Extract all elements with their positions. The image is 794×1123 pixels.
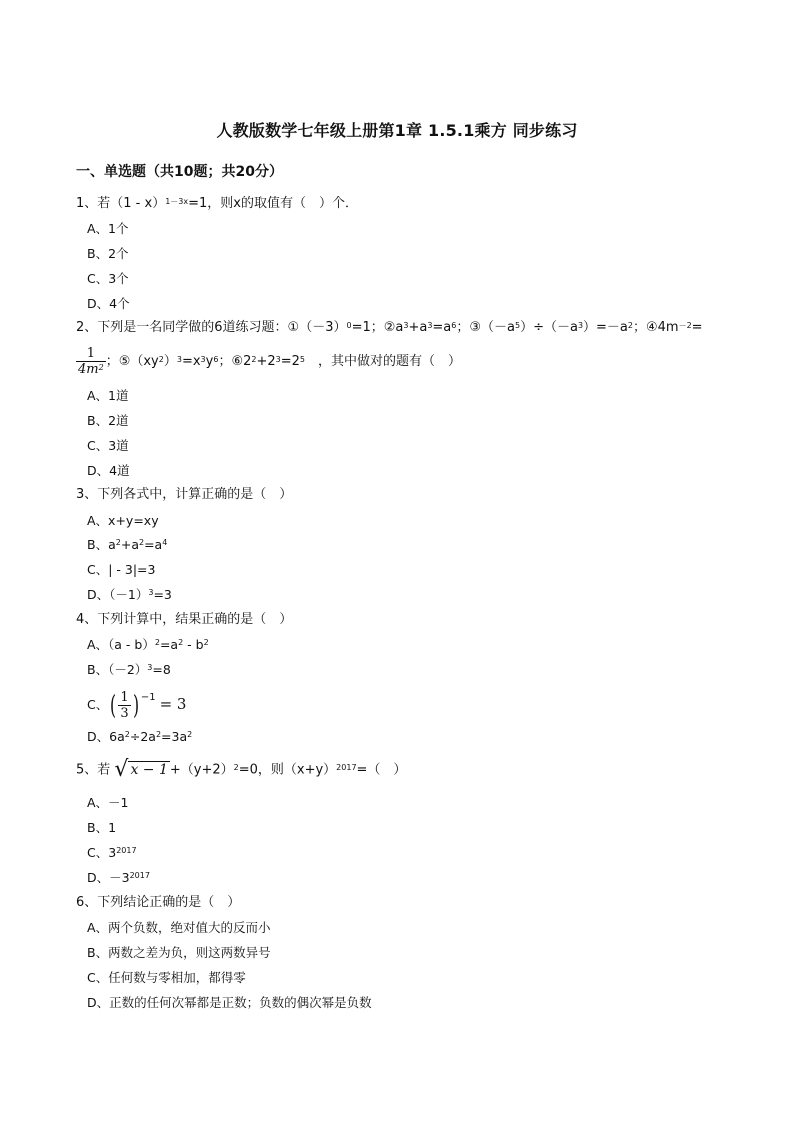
q5-c-sup: 2017 — [116, 846, 137, 855]
question-1-option-c: C、3个 — [87, 271, 129, 286]
q2-l2-text-b: ） — [163, 354, 177, 369]
q4-a-sup1: 2 — [154, 638, 160, 647]
q2-l2-text-a: ；⑤（xy — [105, 354, 159, 369]
q2-text-i: = — [691, 320, 703, 335]
q3-b-pre: B、a — [87, 537, 116, 552]
question-5-option-d — [87, 869, 150, 887]
q2-fraction-den-sup: 2 — [98, 363, 104, 372]
q5-radicand: x − 1 — [130, 762, 168, 778]
question-2-option-a: A、1道 — [87, 388, 129, 403]
q5-d-sup: 2017 — [129, 871, 150, 880]
question-5-option-b: B、1 — [87, 820, 117, 835]
question-2-option-c: C、3道 — [87, 438, 129, 453]
q5-post-sup: 2017 — [336, 763, 357, 772]
question-2-option-d: D、4道 — [87, 463, 130, 478]
q3-b-post: =a — [144, 537, 163, 552]
question-1-prefix: 1、若（1 - x） — [76, 196, 166, 211]
question-4-option-c — [87, 686, 186, 722]
q2-l2-sup-f: 3 — [275, 355, 281, 364]
question-1-option-b: B、2个 — [87, 246, 129, 261]
question-3-option-b — [87, 536, 167, 554]
question-5 — [76, 756, 406, 784]
q2-sup-a: 0 — [346, 321, 352, 330]
question-6-option-d: D、正数的任何次幂都是正数；负数的偶次幂是负数 — [87, 995, 372, 1010]
document-title: 人教版数学七年级上册第1章 1.5.1乘方 同步练习 — [216, 121, 578, 140]
q3-d-pre: D、（－1） — [87, 587, 149, 602]
q5-end: =（ ） — [356, 762, 407, 778]
question-3-option-a: A、x+y=xy — [87, 513, 159, 528]
section-title: 一、单选题（共10题；共20分） — [76, 164, 283, 180]
q3-d-sup: 3 — [148, 588, 154, 597]
q4-d-sup1: 2 — [124, 730, 130, 739]
q4-b-post: =8 — [152, 662, 171, 677]
q4-c-exponent: −1 — [140, 692, 156, 703]
question-1-option-d: D、4个 — [87, 296, 130, 311]
question-4-option-a — [87, 636, 209, 654]
q4-c-label: C、 — [87, 697, 109, 712]
q4-a-sup3: 2 — [203, 638, 209, 647]
q3-b-sup1: 2 — [115, 538, 121, 547]
q2-l2-text-c: =x — [181, 354, 201, 369]
q2-text-a: 2、下列是一名同学做的6道练习题：①（－3） — [76, 320, 347, 335]
question-5-option-a: A、－1 — [87, 795, 129, 810]
q4-c-fraction — [118, 690, 130, 721]
question-6-option-b: B、两数之差为负，则这两数异号 — [87, 945, 271, 960]
q2-l2-sup-d: 6 — [213, 355, 219, 364]
q2-text-d: =a — [432, 320, 452, 335]
q5-mid: +（y+2） — [169, 762, 234, 778]
q3-b-sup2: 2 — [138, 538, 145, 547]
q3-d-post: =3 — [153, 587, 172, 602]
q5-pre: 5、若 — [76, 762, 115, 778]
q2-sup-g: 2 — [627, 321, 633, 330]
q2-l2-text-h: ，其中做对的题有（ ） — [305, 354, 462, 369]
q4-c-numerator: 1 — [120, 690, 129, 705]
q2-fraction-numerator: 1 — [86, 346, 95, 361]
q2-text-g: ）=－a — [583, 320, 628, 335]
q2-l2-text-e: ；⑥2 — [218, 354, 252, 369]
q2-sup-f: 3 — [577, 321, 584, 330]
q3-b-mid: +a — [120, 537, 139, 552]
question-1-suffix: =1，则x的取值有（ ）个． — [188, 196, 358, 211]
q2-sup-c: 3 — [427, 321, 433, 330]
q5-d-pre: D、－3 — [87, 870, 130, 885]
q5-radical-sign: √ — [114, 757, 129, 782]
question-3-option-d — [87, 586, 172, 604]
q2-text-c: +a — [408, 320, 428, 335]
q4-a-sup2: 2 — [178, 638, 184, 647]
q4-b-sup: 3 — [147, 663, 153, 672]
q2-text-f: ）÷（－a — [520, 320, 578, 335]
question-2-line-1 — [76, 319, 703, 337]
q5-square-root — [114, 756, 169, 784]
q3-b-sup3: 4 — [162, 538, 168, 547]
q4-d-sup3: 2 — [187, 730, 193, 739]
q2-l2-text-d: y — [205, 354, 214, 369]
q5-mid-sup: 2 — [233, 763, 239, 772]
q2-fraction — [76, 346, 106, 377]
q4-d-post: =3a — [161, 729, 188, 744]
question-3-option-c: C、| - 3|=3 — [87, 562, 156, 577]
q2-sup-b: 3 — [403, 321, 409, 330]
question-6-option-a: A、两个负数，绝对值大的反而小 — [87, 920, 271, 935]
q4-c-open-paren: ( — [110, 690, 117, 721]
question-1 — [76, 195, 358, 213]
q4-b-pre: B、（－2） — [87, 662, 148, 677]
q2-l2-sup-g: 5 — [299, 355, 305, 364]
q2-l2-sup-e: 2 — [251, 355, 257, 364]
question-4: 4、下列计算中，结果正确的是（ ） — [76, 612, 293, 627]
question-4-option-b — [87, 661, 171, 679]
q2-text-e: ；③（－a — [456, 320, 515, 335]
q2-l2-sup-b: 3 — [176, 355, 182, 364]
q4-d-sup2: 2 — [155, 730, 162, 739]
q2-l2-sup-a: 2 — [158, 355, 164, 364]
question-4-option-d — [87, 728, 192, 746]
q2-fraction-den-text: 4m — [78, 362, 99, 377]
q4-c-result: = 3 — [159, 695, 187, 713]
question-1-option-a: A、1个 — [87, 221, 129, 236]
q2-l2-text-f: +2 — [256, 354, 276, 369]
question-2-line-2 — [76, 345, 461, 379]
question-6: 6、下列结论正确的是（ ） — [76, 895, 241, 910]
q4-a-mid: =a — [159, 637, 179, 652]
q4-c-denominator: 3 — [120, 706, 129, 721]
question-5-option-c — [87, 844, 137, 862]
question-6-option-c: C、任何数与零相加，都得零 — [87, 970, 246, 985]
question-3: 3、下列各式中，计算正确的是（ ） — [76, 487, 293, 502]
q2-l2-text-g: =2 — [280, 354, 300, 369]
q5-c-pre: C、3 — [87, 845, 117, 860]
q5-post: =0，则（x+y） — [238, 762, 337, 778]
q2-sup-e: 5 — [514, 321, 521, 330]
question-1-exponent: 1－3x — [165, 197, 189, 206]
q4-a-post: - b — [183, 637, 204, 652]
q2-sup-d: 6 — [451, 321, 457, 330]
q4-c-close-paren: ) — [132, 690, 139, 721]
q4-d-pre: D、6a — [87, 729, 125, 744]
q2-sup-h: －2 — [678, 321, 692, 330]
question-2-option-b: B、2道 — [87, 413, 129, 428]
q2-text-h: ；④4m — [632, 320, 679, 335]
q4-d-mid: ÷2a — [129, 729, 156, 744]
q2-l2-sup-c: 3 — [200, 355, 206, 364]
q4-a-pre: A、（a - b） — [87, 637, 155, 652]
q2-fraction-denominator — [76, 361, 106, 377]
q2-text-b: =1；②a — [351, 320, 404, 335]
